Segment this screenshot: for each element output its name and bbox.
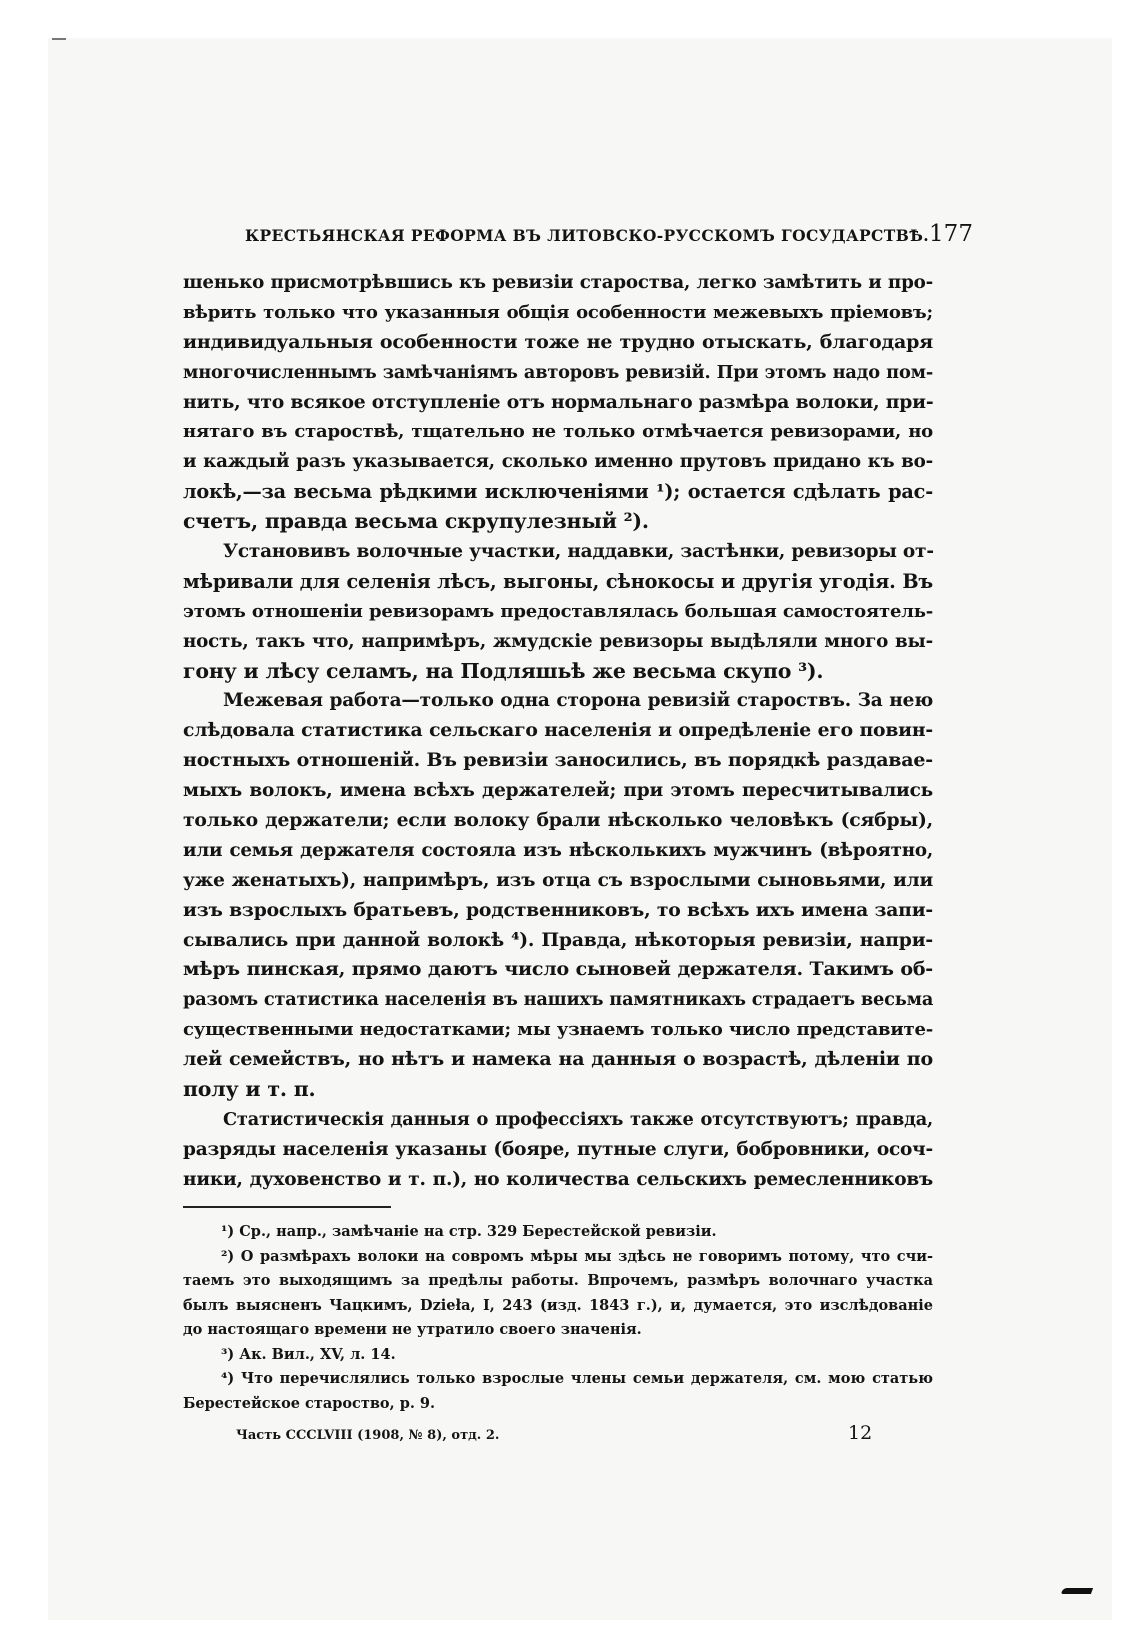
- text-line: нятаго въ староствѣ, тщательно не только отмѣчается ревизорами, но: [183, 421, 933, 443]
- footnote: [183, 1220, 933, 1245]
- paragraph: [183, 1105, 933, 1195]
- paragraph: [183, 268, 933, 537]
- text-line: вѣрить только что указанныя общія особенности межевыхъ пріемовъ;: [183, 301, 933, 323]
- text-line: полу и т. п.: [183, 1077, 316, 1102]
- text-line: слѣдовала статистика сельскаго населенія и опредѣленіе его повин-: [183, 719, 933, 742]
- paragraph: [183, 537, 933, 686]
- text-line: гону и лѣсу селамъ, на Подляшьѣ же весьма скупо ³).: [183, 658, 824, 683]
- text-line: ники, духовенство и т. п.), но количества сельскихъ ремесленниковъ: [183, 1168, 933, 1190]
- text-line: мѣривали для селенія лѣсъ, выгоны, сѣнокосы и другія угодія. Въ: [183, 569, 933, 593]
- scan-corner-mark: [52, 38, 66, 40]
- footnote-line: Берестейское староство, р. 9.: [183, 1394, 436, 1412]
- footnote-line: ¹) Ср., напр., замѣчаніе на стр. 329 Берестейской ревизіи.: [221, 1223, 717, 1240]
- text-line: этомъ отношеніи ревизорамъ предоставлялась большая самостоятель-: [183, 600, 933, 622]
- footnote: [183, 1343, 933, 1368]
- running-title: КРЕСТЬЯНСКАЯ РЕФОРМА ВЪ ЛИТОВСКО-РУССКОМЪ ГОСУДАРСТВѢ.: [245, 226, 930, 245]
- text-line: ность, такъ что, напримѣръ, жмудскіе ревизоры выдѣляли много вы-: [183, 630, 933, 652]
- footnote-line: ⁴) Что перечислялись только взрослые члены семьи держателя, см. мою статью: [221, 1370, 933, 1387]
- text-line: только держатели; если волоку брали нѣсколько человѣкъ (сябры),: [183, 809, 933, 832]
- text-line: и каждый разъ указывается, сколько именно прутовъ придано къ во-: [183, 451, 933, 473]
- text-line: или семья держателя состояла изъ нѣсколькихъ мужчинъ (вѣроятно,: [183, 839, 933, 861]
- body-text: [183, 268, 933, 1195]
- footnote-line: таемъ это выходящимъ за предѣлы работы. Впрочемъ, размѣръ волочнаго участка: [183, 1272, 933, 1289]
- footnote: [183, 1367, 933, 1416]
- footnote-rule: [183, 1206, 391, 1208]
- sheet-number: 12: [848, 1422, 873, 1444]
- text-line: разомъ статистика населенія въ нашихъ памятникахъ страдаетъ весьма: [183, 989, 934, 1011]
- text-line: счетъ, правда весьма скрупулезный ²).: [183, 509, 649, 534]
- text-line: индивидуальныя особенности тоже не трудно отыскать, благодаря: [183, 330, 933, 353]
- footnote-line: до настоящаго времени не утратило своего значенія.: [183, 1321, 642, 1338]
- text-line: существенными недостатками; мы узнаемъ только число представите-: [183, 1019, 933, 1041]
- page-number: 177: [929, 221, 973, 247]
- text-line: мыхъ волокъ, имена всѣхъ держателей; при этомъ пересчитывались: [183, 780, 933, 802]
- text-line: многочисленнымъ замѣчаніямъ авторовъ ревизій. При этомъ надо пом-: [183, 361, 933, 383]
- running-header: [245, 221, 973, 251]
- text-line: уже женатыхъ), напримѣръ, изъ отца съ взрослыми сыновьями, или: [183, 869, 933, 891]
- scan-edge-mark: [1061, 1588, 1093, 1594]
- footnote-line: ³) Ак. Вил., XV, л. 14.: [221, 1345, 396, 1363]
- printer-signature: Часть CCCLVIII (1908, № 8), отд. 2.: [236, 1428, 500, 1443]
- paragraph: [183, 686, 933, 1104]
- footnotes: [183, 1220, 933, 1416]
- text-line: нить, что всякое отступленіе отъ нормальнаго размѣра волоки, при-: [183, 390, 934, 413]
- text-line: разряды населенія указаны (бояре, путные слуги, бобровники, осоч-: [183, 1138, 933, 1160]
- text-line: мѣръ пинская, прямо даютъ число сыновей держателя. Такимъ об-: [183, 958, 933, 981]
- footnote-line: былъ выясненъ Чацкимъ, Dzieła, I, 243 (изд. 1843 г.), и, думается, это изслѣдованіе: [183, 1296, 933, 1314]
- text-line: Межевая работа—только одна сторона ревизій староствъ. За нею: [223, 690, 933, 712]
- text-line: Установивъ волочные участки, наддавки, застѣнки, ревизоры от-: [223, 541, 934, 563]
- text-line: изъ взрослыхъ братьевъ, родственниковъ, то всѣхъ ихъ имена запи-: [183, 898, 933, 921]
- text-line: сывались при данной волокѣ ⁴). Правда, нѣкоторыя ревизіи, напри-: [183, 928, 933, 951]
- footnote: [183, 1245, 933, 1343]
- text-line: локѣ,—за весьма рѣдкими исключеніями ¹); остается сдѣлать рас-: [183, 480, 933, 504]
- text-line: лей семействъ, но нѣтъ и намека на данныя о возрастѣ, дѣленіи по: [183, 1048, 933, 1071]
- text-line: Статистическія данныя о профессіяхъ также отсутствуютъ; правда,: [223, 1108, 933, 1130]
- text-line: ностныхъ отношеній. Въ ревизіи заносились, въ порядкѣ раздавае-: [183, 749, 933, 772]
- text-line: шенько присмотрѣвшись къ ревизіи староства, легко замѣтить и про-: [183, 272, 933, 293]
- footnote-line: ²) О размѣрахъ волоки на совромъ мѣры мы здѣсь не говоримъ потому, что счи-: [221, 1247, 933, 1265]
